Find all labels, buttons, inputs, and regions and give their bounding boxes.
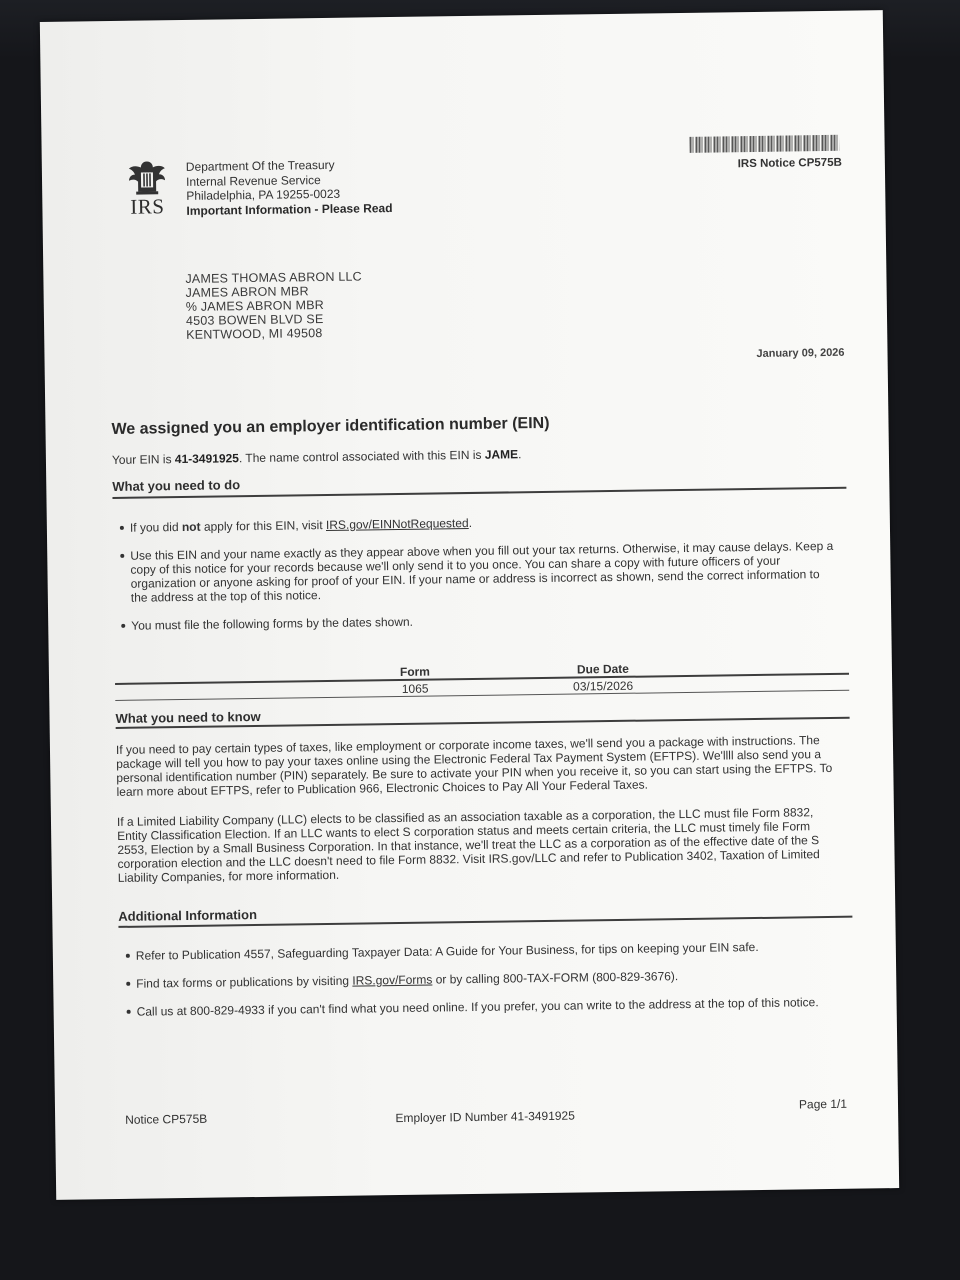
table-rule: [115, 690, 849, 701]
table-header-form: Form: [399, 664, 431, 679]
list-item-text: .: [468, 515, 473, 531]
list-item-text: or by calling 800-TAX-FORM (800-829-3676).: [432, 969, 679, 987]
address-line: % JAMES ABRON MBR: [185, 298, 325, 314]
address-line: JAMES ABRON MBR: [185, 284, 309, 300]
additional-info-list: [125, 939, 846, 1033]
footer-employer-id: Employer ID Number 41-3491925: [395, 1108, 575, 1126]
table-cell-due-date: 03/15/2026: [573, 678, 634, 694]
section-heading-need-to-know: What you need to know: [115, 708, 261, 726]
section-heading-additional: Additional Information: [118, 906, 258, 924]
irs-notice-page: [40, 10, 899, 1200]
paragraph-eftps: If you need to pay certain types of taxes, like employment or corporate income taxes, we'll send you a package with instructions. The package will tell you how to pay your taxes online using the Electronic Federal Tax Payment System (EFTPS). We'llll also send you a personal identification number (PIN) separately. Be sure to activate your PIN when you receive it, so you can start using the EFTPS. To learn more about EFTPS, refer to Publication 966, Electronic Choices to Pay All Your Federal Taxes.: [115, 733, 833, 799]
irs-eagle-icon: [122, 158, 173, 197]
list-item-emphasis: not: [181, 519, 201, 535]
notice-code: IRS Notice CP575B: [737, 156, 842, 171]
recipient-address: [185, 269, 362, 341]
sender-line: Department Of the Treasury: [185, 157, 335, 174]
barcode: [689, 135, 839, 153]
ein-statement: [112, 447, 522, 467]
notice-date: January 09, 2026: [756, 346, 845, 360]
address-line: 4503 BOWEN BLVD SE: [185, 312, 324, 328]
name-control: JAME: [484, 447, 519, 462]
list-item: [125, 967, 845, 991]
address-line: KENTWOOD, MI 49508: [186, 326, 323, 342]
list-item-text: Find tax forms or publications by visiting: [136, 973, 353, 991]
ein-number: 41-3491925: [174, 451, 240, 467]
ein-text: .: [518, 447, 522, 462]
ein-text: . The name control associated with this EIN is: [238, 447, 485, 466]
irs-wordmark: IRS: [130, 194, 165, 219]
sender-line: Internal Revenue Service: [185, 172, 321, 189]
ein-not-requested-link[interactable]: IRS.gov/EINNotRequested: [325, 516, 469, 532]
table-rule: [115, 673, 849, 685]
address-line: JAMES THOMAS ABRON LLC: [185, 269, 362, 286]
ein-text: Your EIN is: [111, 452, 175, 467]
page-number: Page 1/1: [798, 1096, 848, 1112]
irs-forms-link[interactable]: IRS.gov/Forms: [352, 972, 433, 988]
need-to-do-list: [119, 511, 841, 647]
footer-notice-code: Notice CP575B: [125, 1111, 208, 1127]
table-cell-form: 1065: [401, 681, 429, 696]
important-notice-label: Important Information - Please Read: [186, 200, 393, 218]
list-item: You must file the following forms by the dates shown.: [120, 609, 840, 633]
irs-logo: [122, 158, 173, 225]
list-item: Use this EIN and your name exactly as they appear above when you fill out your tax returns. Otherwise, it may cause delays. Keep a copy of this notice for your records because we'll only send it to you once. You can share a copy with future officers of your organization or anyone asking for proof of your EIN. If your name or address is incorrect as shown, send the correct information to the address at the top of this notice.: [119, 539, 840, 605]
sender-block: [186, 157, 393, 218]
list-item-text: If you did: [129, 520, 183, 535]
list-item: [119, 511, 839, 535]
list-item: Refer to Publication 4557, Safeguarding Taxpayer Data: A Guide for Your Business, for tips on keeping your EIN safe.: [125, 939, 845, 963]
table-header-due-date: Due Date: [576, 661, 630, 677]
sender-line: Philadelphia, PA 19255-0023: [186, 186, 341, 203]
section-heading-need-to-do: What you need to do: [112, 477, 241, 494]
page-title: We assigned you an employer identification number (EIN): [111, 414, 550, 438]
paragraph-llc: If a Limited Liability Company (LLC) elects to be classified as an association taxable as a corporation, the LLC must file Form 8832, Entity Classification Election. If an LLC wants to elect S corporation status and meets certain criteria, the LLC must timely file Form 2553, Election by a Small Business Corporation. In that instance, we'll treat the LLC as a corporation as of the effective date of the S corporation election and the LLC doesn't need to file Form 8832. Visit IRS.gov/LLC and refer to Publication 3402, Taxation of Limited Liability Companies, for more information.: [116, 805, 820, 885]
list-item-text: apply for this EIN, visit: [200, 517, 327, 534]
list-item: Call us at 800-829-4933 if you can't find what you need online. If you prefer, you can write to the address at the top of this notice.: [126, 995, 846, 1019]
